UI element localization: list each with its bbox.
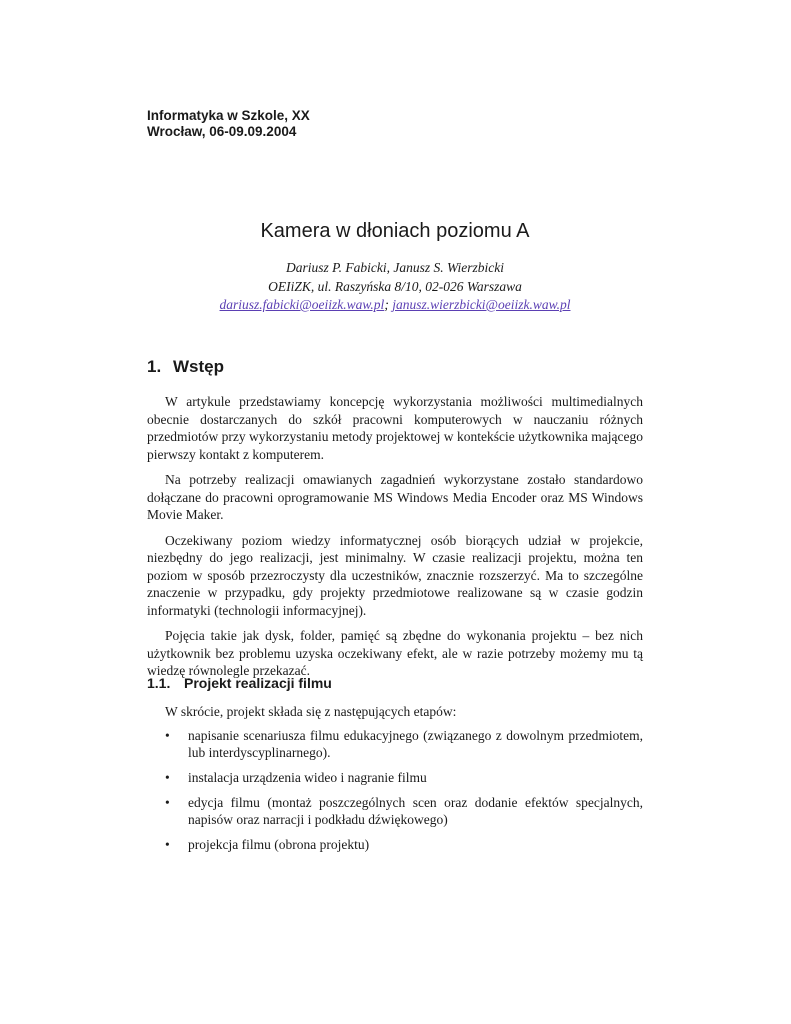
list-item [147,794,643,828]
paragraph: Pojęcia takie jak dysk, folder, pamięć są zbędne do wykonania projektu – bez nich użytkownik bez problemu uzyska oczekiwany efekt, ale w razie potrzeby możemy mu tą wiedzę równolegle przekazać. [147,628,643,678]
bullet-icon: • [165,837,170,852]
conference-place-date: Wrocław, 06-09.09.2004 [147,124,297,139]
list-item-text: edycja filmu (montaż poszczególnych scen oraz dodanie efektów specjalnych, napisów oraz narracji i podkładu dźwiękowego) [188,795,643,827]
list-item [147,769,643,786]
author-names: Dariusz P. Fabicki, Janusz S. Wierzbicki [286,260,504,275]
paragraph: Na potrzeby realizacji omawianych zagadnień wykorzystane zostało standardowo dołączane do pracowni oprogramowanie MS Windows Media Encoder oraz MS Windows Movie Maker. [147,472,643,522]
email-link-wierzbicki[interactable]: janusz.wierzbicki@oeiizk.waw.pl [392,297,571,312]
section-heading-wstep [147,356,224,378]
subsection-title: Projekt realizacji filmu [184,675,332,691]
list-item-text: instalacja urządzenia wideo i nagranie filmu [188,770,427,785]
list-intro: W skrócie, projekt składa się z następujących etapów: [165,704,457,719]
section-title: Wstęp [173,357,224,376]
paragraph: Oczekiwany poziom wiedzy informatycznej osób biorących udział w projekcie, niezbędny do jego realizacji, jest minimalny. W czasie realizacji projektu, można ten poziom w sposób przezroczysty dla uczestników, znacznie rozszerzyć. Ma to szczególne znaczenie w przypadku, gdy projekty przedmiotowe realizowane są w czasie godzin informatyki (technologii informacyjnej). [147,532,643,618]
conference-name: Informatyka w Szkole, XX [147,108,310,123]
subsection-heading-projekt [147,673,332,693]
section-body [147,393,643,688]
bullet-icon: • [165,795,170,810]
paragraph: W artykule przedstawiamy koncepcję wykorzystania możliwości multimedialnych obecnie dostarczanych do szkół pracowni komputerowych w nauczaniu różnych przedmiotów przy wykorzystaniu metody projektowej w kontekście użytkownika mającego pierwszy kontakt z komputerem. [147,394,643,462]
author-emails [147,296,643,315]
subsection-number: 1.1. [147,675,171,691]
author-block [147,259,643,315]
bullet-icon: • [165,770,170,785]
list-item [147,836,643,853]
list-item [147,727,643,761]
list-item-text: napisanie scenariusza filmu edukacyjnego (związanego z dowolnym przedmiotem, lub interdyscyplinarnego). [188,728,643,760]
section-number: 1. [147,357,162,376]
email-link-fabicki[interactable]: dariusz.fabicki@oeiizk.waw.pl [219,297,385,312]
email-separator: ; [384,297,393,312]
author-affiliation: OEIiZK, ul. Raszyńska 8/10, 02-026 Warszawa [268,278,522,294]
list-item-text: projekcja filmu (obrona projektu) [188,837,370,852]
bullet-icon: • [165,728,170,743]
conference-header [147,108,310,140]
paper-title: Kamera w dłoniach poziomu A [260,220,530,242]
steps-list [147,727,643,861]
